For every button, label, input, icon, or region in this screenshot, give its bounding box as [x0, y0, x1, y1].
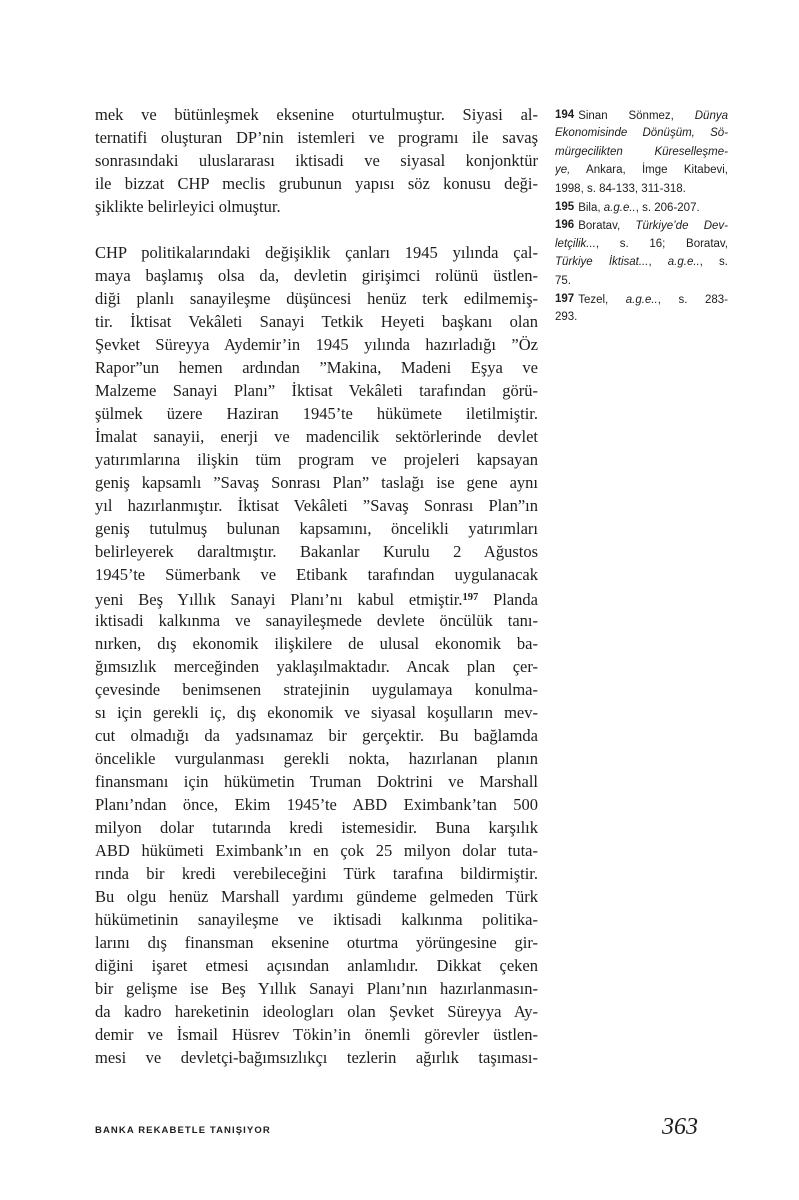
text-segment: Malzeme Sanayi Planı” İktisat Vekâleti tarafından görü- [95, 381, 538, 400]
text-segment: belirleyerek daraltmıştır. Bakanlar Kurulu 2 Ağustos [95, 542, 538, 561]
text-segment: iktisadi kalkınma ve sanayileşmede devlete öncülük tanı- [95, 611, 538, 630]
footnote-number: 197 [555, 292, 575, 305]
text-segment: mesi ve devletçi-bağımsızlıkçı tezlerin ağırlık taşıması- [95, 1048, 538, 1067]
body-line [95, 1023, 538, 1046]
body-line [95, 586, 538, 609]
text-segment: milyon dolar tutarında kredi istemesidir. Buna karşılık [95, 818, 538, 837]
paragraph [95, 241, 538, 1069]
text-segment: , [648, 256, 668, 269]
body-line [95, 149, 538, 172]
body-line [95, 517, 538, 540]
text-segment: Sinan Sönmez, [578, 110, 695, 122]
body-line [95, 241, 538, 264]
body-line [95, 310, 538, 333]
footnote-reference: 197 [462, 592, 479, 603]
italic-text: a.g.e.. [667, 256, 700, 269]
footnote-number: 194 [555, 109, 575, 121]
text-segment: demir ve İsmail Hüsrev Tökin’in önemli görevler üstlen- [95, 1025, 538, 1044]
text-segment: İmalat sanayii, enerji ve madencilik sektörlerinde devlet [95, 427, 538, 446]
body-line [95, 793, 538, 816]
text-segment: 293. [555, 311, 578, 324]
text-segment: Bila, [578, 201, 604, 214]
body-line [95, 678, 538, 701]
text-segment: CHP politikalarındaki değişiklik çanları 1945 yılında çal- [95, 243, 538, 262]
body-line [95, 701, 538, 724]
italic-text: letçilik... [555, 237, 596, 250]
footnote-line [555, 216, 728, 234]
body-line [95, 540, 538, 563]
text-segment: 75. [555, 274, 571, 287]
body-line [95, 609, 538, 632]
body-line [95, 425, 538, 448]
text-segment: Rapor”un hemen ardından ”Makina, Madeni Eşya ve [95, 358, 538, 377]
text-segment: diği planlı sanayileşme düşüncesi henüz terk edilmemiş- [95, 289, 538, 308]
body-line [95, 1000, 538, 1023]
body-line [95, 1046, 538, 1069]
text-segment: , s. 283- [657, 293, 728, 306]
body-line [95, 402, 538, 425]
italic-text: ye, [555, 164, 571, 177]
text-segment: Planda [478, 590, 538, 609]
text-segment: , s. 16; Boratav, [595, 237, 728, 250]
text-segment: 1998, s. 84-133, 311-318. [555, 182, 686, 195]
body-line [95, 977, 538, 1000]
text-segment: Bu olgu henüz Marshall yardımı gündeme gelmeden Türk [95, 887, 538, 906]
text-segment: öncelikle vurgulanması gerekli nokta, hazırlanan planın [95, 749, 538, 768]
italic-text: Dünya [694, 110, 728, 122]
text-segment: nırken, dış ekonomik ilişkilere de ulusal ekonomik ba- [95, 634, 538, 653]
body-line [95, 954, 538, 977]
footnote-line [555, 308, 728, 326]
footnote-line [555, 235, 728, 253]
text-segment: , s. [699, 256, 728, 269]
text-segment: Planı’ndan önce, Ekim 1945’te ABD Eximbank’tan 500 [95, 795, 538, 814]
body-line [95, 494, 538, 517]
body-line [95, 195, 538, 218]
body-line [95, 770, 538, 793]
body-line [95, 448, 538, 471]
italic-text: Türkiye İktisat... [555, 256, 649, 269]
text-segment: cut olmadığı da yadsınamaz bir gerçektir. Bu bağlamda [95, 726, 538, 745]
text-segment: bir gelişme ise Beş Yıllık Sanayi Planı’nın hazırlanmasın- [95, 979, 538, 998]
body-line [95, 471, 538, 494]
text-segment: sonrasındaki uluslararası iktisadi ve siyasal konjonktür [95, 151, 538, 170]
text-segment: diğini işaret etmesi açısından anlamlıdır. Dikkat çeken [95, 956, 538, 975]
footnote-line [555, 272, 728, 290]
text-segment: ternatifi oluşturan DP’nin istemleri ve programı ile savaş [95, 128, 538, 147]
text-segment: mek ve bütünleşmek eksenine oturtulmuştur. Siyasi al- [95, 105, 538, 124]
body-line [95, 931, 538, 954]
body-line [95, 747, 538, 770]
text-segment: ABD hükümeti Eximbank’ın en çok 25 milyon dolar tuta- [95, 841, 538, 860]
body-line [95, 885, 538, 908]
text-segment: Şevket Süreyya Aydemir’in 1945 yılında hazırladığı ”Öz [95, 335, 538, 354]
text-segment: larını dış finansman eksenine oturtma yörüngesine gir- [95, 933, 538, 952]
text-segment: Boratav, [578, 220, 636, 233]
text-segment: finansmanı için hükümetin Truman Doktrini ve Marshall [95, 772, 538, 791]
body-line [95, 379, 538, 402]
text-segment: ğımsızlık merceğinden yaklaşılmaktadır. Ancak plan çer- [95, 657, 538, 676]
text-segment: da kadro hareketinin ideologları olan Şevket Süreyya Ay- [95, 1002, 538, 1021]
footnote-number: 195 [555, 200, 575, 213]
page-number: 363 [662, 1114, 698, 1140]
body-line [95, 172, 538, 195]
italic-text: a.g.e.. [625, 293, 658, 306]
body-line [95, 103, 538, 126]
footnote-line [555, 253, 728, 271]
text-segment: maya başlamış olsa da, devletin girişimci rolünü üstlen- [95, 266, 538, 285]
italic-text: Ekonomisinde Dönüşüm, Sö- [555, 127, 728, 140]
body-line [95, 356, 538, 379]
body-line [95, 908, 538, 931]
body-line [95, 816, 538, 839]
body-line [95, 724, 538, 747]
footnotes-column [555, 106, 728, 327]
text-segment: tir. İktisat Vekâleti Sanayi Tetkik Heyeti başkanı olan [95, 312, 538, 331]
text-segment: Ankara, İmge Kitabevi, [570, 164, 728, 177]
text-segment: yatırımlarına ilişkin tüm program ve projeleri kapsayan [95, 450, 538, 469]
text-segment: 1945’te Sümerbank ve Etibank tarafından uygulanacak [95, 565, 538, 584]
text-segment: şülmek üzere Haziran 1945’te hükümete iletilmiştir. [95, 404, 538, 423]
text-segment: sı için gerekli iç, dış ekonomik ve siyasal koşulların mev- [95, 703, 538, 722]
text-segment: yıl hazırlanmıştır. İktisat Vekâleti ”Savaş Sonrası Plan”ın [95, 496, 538, 515]
body-line [95, 333, 538, 356]
body-line [95, 862, 538, 885]
italic-text: Türkiye’de Dev- [635, 220, 728, 233]
running-title: BANKA REKABETLE TANIŞIYOR [95, 1125, 271, 1136]
text-segment: , s. 206-207. [635, 201, 700, 214]
text-segment: çevesinde benimsenen stratejinin uygulamaya konulma- [95, 680, 538, 699]
text-segment: şiklikte belirleyici olmuştur. [95, 197, 281, 216]
body-line [95, 287, 538, 310]
footnote-number: 196 [555, 219, 575, 232]
text-segment: hükümetinin sanayileşme ve iktisadi kalkınma politika- [95, 910, 538, 929]
footnote-line [555, 143, 728, 161]
text-segment: rında bir kredi verebileceğini Türk tarafına bildirmiştir. [95, 864, 538, 883]
footnote-line [555, 161, 728, 179]
footnote-line [555, 198, 728, 216]
footnote-line [555, 124, 728, 142]
body-line [95, 839, 538, 862]
footnote-line [555, 180, 728, 198]
text-segment: ile bizzat CHP meclis grubunun yapısı söz konusu deği- [95, 174, 538, 193]
footnote-line [555, 290, 728, 308]
text-segment: geniş kapsamlı ”Savaş Sonrası Plan” taslağı ise gene aynı [95, 473, 538, 492]
body-line [95, 563, 538, 586]
body-line [95, 126, 538, 149]
italic-text: mürgecilikten Küreselleşme- [555, 145, 728, 158]
footnote-line [555, 106, 728, 124]
italic-text: a.g.e.. [603, 201, 636, 214]
body-line [95, 632, 538, 655]
text-segment: yeni Beş Yıllık Sanayi Planı’nı kabul etmiştir. [95, 590, 463, 609]
body-line [95, 264, 538, 287]
text-segment: Tezel, [578, 293, 626, 306]
body-line [95, 655, 538, 678]
paragraph [95, 103, 538, 218]
main-text-column [95, 103, 538, 1092]
text-segment: geniş tutulmuş bulunan kapsamını, öncelikli yatırımları [95, 519, 538, 538]
